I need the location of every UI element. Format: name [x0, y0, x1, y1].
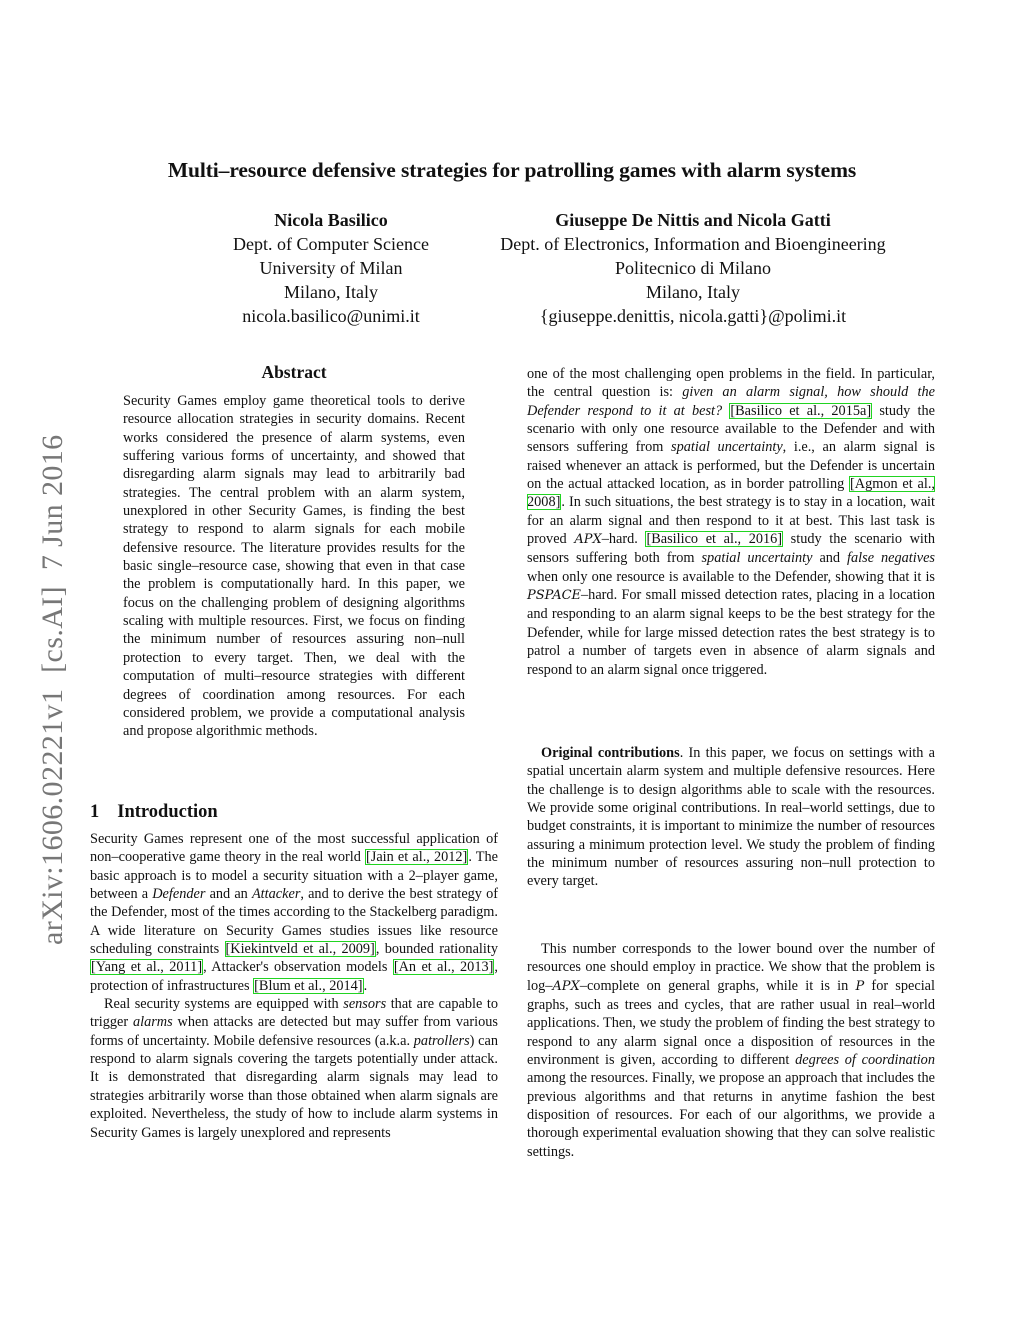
intro-paragraph-2: Real security systems are equipped with sensors that are capable to trigger alarms when attacks are detected but may suffer from various forms of uncertainty. Mobile defensive resources (a.k.a. patrollers) can respond to alarm signals covering the targets potentially under attack. It is demonstrated that disregarding alarm signals may lead to strategies arbitrarily worse than those obtained when alarm signals are exploited. Nevertheless, the study of how to include alarm systems in Security Games is largely unexplored and represents — [90, 996, 498, 1141]
author-location: Milano, Italy — [646, 282, 740, 302]
citation-link[interactable]: [An et al., 2013] — [393, 959, 494, 976]
intro-body — [90, 830, 498, 1142]
author-dept: Dept. of Computer Science — [233, 234, 429, 254]
abstract-heading: Abstract — [261, 362, 327, 382]
author-email: {giuseppe.denittis, nicola.gatti}@polimi.it — [539, 306, 847, 326]
citation-link[interactable]: [Jain et al., 2012] — [366, 849, 468, 866]
abstract-body — [123, 392, 465, 741]
section-heading-introduction — [90, 802, 218, 823]
citation-link[interactable]: [Yang et al., 2011] — [91, 959, 203, 976]
right-paragraph-1: one of the most challenging open problems in the field. In particular, the central question is: given an alarm signal, how should the Defender respond to it at best? [Basilico et al., 2015a] study the scenario with only one resource available to the Defender and with sensors suffering from spatial uncertainty, i.e., an alarm signal is raised whenever an attack is performed, but the Defender is uncertain on the actual attacked location, as in border patrolling [Agmon et al., 2008]. In such situations, the best strategy is to stay in a location, wait for an alarm signal and then respond to it at best. This last task is proved APX–hard. [Basilico et al., 2016] study the scenario with sensors suffering both from spatial uncertainty and false negatives when only one resource is available to the Defender, showing that it is PSPACE–hard. For small missed detection rates, placing in a location and responding to an alarm signal keeps to be the best strategy for the Defender, while for large missed detection rates the best strategy is to patrol a number of targets even in absence of alarm signals and respond to an alarm signal once triggered. — [527, 366, 936, 678]
section-number: 1 — [90, 802, 100, 822]
arxiv-id: arXiv:1606.02221v1 [cs.AI] 7 Jun 2016 — [36, 434, 69, 945]
author-location: Milano, Italy — [284, 282, 378, 302]
author-block-1 — [200, 208, 462, 328]
intro-paragraph-1: Security Games represent one of the most successful application of non–cooperative game theory in the real world [Jain et al., 2012]. The basic approach is to model a security situation with a 2–player game, between a Defender and an Attacker, and to derive the best strategy of the Defender, most of the times according to the Stackelberg paradigm. A wide literature on Security Games studies issues like resource scheduling constraints [Kiekintveld et al., 2009], bounded rationality [Yang et al., 2011], Attacker's observation models [An et al., 2013], protection of infrastructures [Blum et al., 2014]. — [90, 831, 498, 994]
right-column-part-1 — [527, 365, 935, 679]
right-paragraph-2: Original contributions. In this paper, we focus on settings with a spatial uncertain alarm system and multiple defensive resources. Here the challenge is to design algorithms able to scale with the resources. We provide some original contributions. In real–world settings, due to budget constraints, it is important to minimize the number of resources assuring a minimum protection level. We study the problem of finding the minimum number of resources assuring non–null protection to every target. — [527, 745, 935, 890]
author-name: Nicola Basilico — [274, 210, 388, 230]
citation-link[interactable]: [Kiekintveld et al., 2009] — [225, 941, 375, 958]
abstract-text: Security Games employ game theoretical tools to derive resource allocation strategies in security domains. Recent works considered the presence of alarm systems, even suffering various forms of uncertainty, and showed that disregarding alarm signals may lead to arbitrarily bad strategies. The central problem with an alarm system, unexplored in other Security Games, is finding the best strategy to respond to alarm signals for each mobile defensive resource. The literature provides results for the basic single–resource case, showing that even in that case the problem is computationally hard. In this paper, we focus on the challenging problem of designing algorithms scaling with multiple resources. First, we focus on finding the minimum number of resources assuring non–null protection to every target. Then, we deal with the computation of multi–resource strategies with different degrees of coordination among resources. For each considered problem, we provide a computational analysis and propose algorithmic methods. — [123, 393, 465, 740]
right-column-part-2 — [527, 744, 935, 891]
citation-link[interactable]: [Basilico et al., 2015a] — [730, 402, 872, 419]
section-title: Introduction — [117, 802, 218, 822]
author-email: nicola.basilico@unimi.it — [242, 306, 420, 326]
author-institution: Politecnico di Milano — [615, 258, 771, 278]
citation-link[interactable]: [Blum et al., 2014] — [254, 977, 363, 994]
paper-title: Multi–resource defensive strategies for patrolling games with alarm systems — [167, 158, 857, 182]
citation-link[interactable]: [Basilico et al., 2016] — [646, 531, 783, 548]
author-block-2 — [470, 208, 916, 328]
citation-link[interactable]: [Agmon et al., 2008] — [527, 476, 935, 511]
author-dept: Dept. of Electronics, Information and Bioengineering — [500, 234, 886, 254]
author-name: Giuseppe De Nittis and Nicola Gatti — [555, 210, 831, 230]
right-column-part-3 — [527, 940, 935, 1161]
author-institution: University of Milan — [259, 258, 403, 278]
right-paragraph-3: This number corresponds to the lower bound over the number of resources one should employ in practice. We show that the problem is log–APX–complete on general graphs, while it is in P for special graphs, such as trees and cycles, that are rather usual in real–world applications. Then, we study the problem of finding the best strategy to respond to any alarm signal once a disposition of resources in the environment is given, according to different degrees of coordination among the resources. Finally, we propose an approach that includes the previous algorithms and that returns in anytime fashion the best disposition of resources. For each of our algorithms, we provide a thorough experimental evaluation showing that they can solve realistic settings. — [527, 941, 936, 1160]
